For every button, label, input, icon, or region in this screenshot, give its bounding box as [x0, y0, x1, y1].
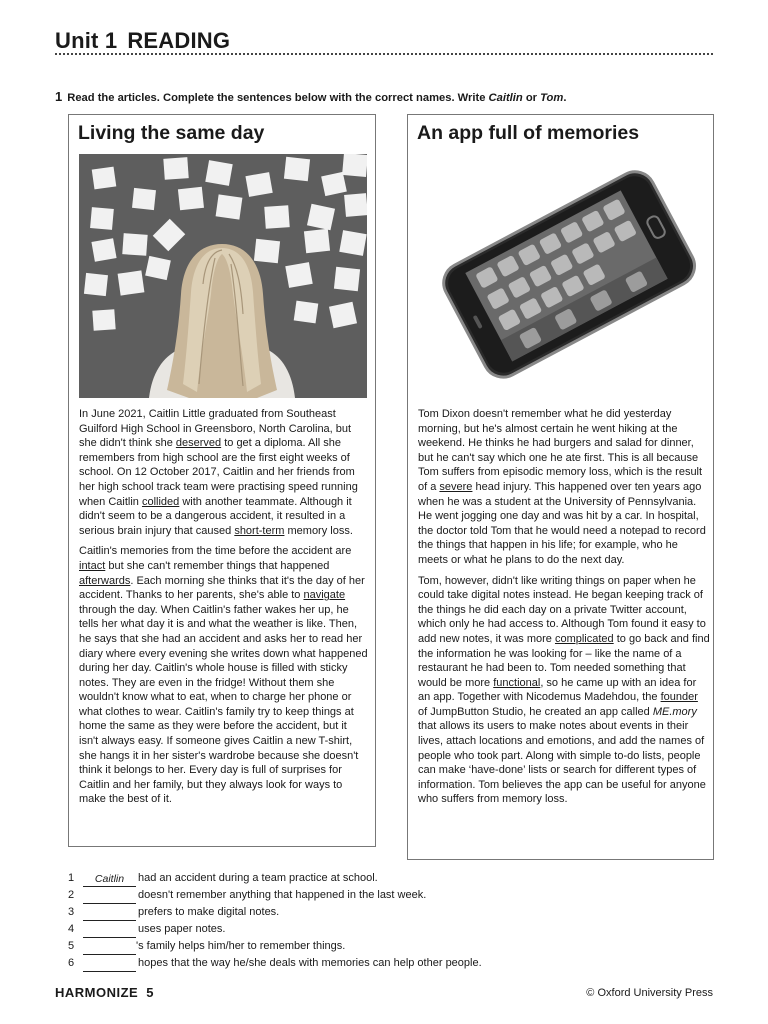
vocab-word: functional: [493, 676, 541, 689]
header-divider: [55, 53, 713, 55]
vocab-word: collided: [141, 495, 180, 508]
copyright: © Oxford University Press: [586, 987, 713, 999]
question-item: [68, 955, 482, 972]
article-left-paragraph-2: Caitlin's memories from the time before the accident are intact but she can't remember things that happened afterwards. Each morning she thinks that it's the day of her accident. Thanks to her parents, she's able to navigate through the day. When Caitlin's father wakes her up, he tells her what day it is and what the weather is like. Then, he says that she had an accident and asks her to read her diary where every evening she writes down what happened during her day. Caitlin's whole house is filled with sticky notes. They are even in the fridge! Without them she wouldn't know what to eat, when to charge her phone or what clothes to wear. Caitlin's family try to keep things at home the same as they were before the accident, but it isn't always easy. If someone gives Caitlin a new T-shirt, she hangs it in her sister's wardrobe because she doesn't think it belongs to her. Every day is full of surprises for Caitlin and her family, but they always look for ways to make the best of it.: [79, 545, 368, 806]
question-item: [68, 921, 482, 938]
question-text: prefers to make digital notes.: [138, 906, 280, 918]
answer-blank[interactable]: [83, 924, 136, 938]
section-title: READING: [127, 28, 231, 53]
article-left-body: [79, 407, 369, 813]
exercise-number: 1: [55, 89, 63, 104]
article-right-paragraph-1: Tom Dixon doesn't remember what he did yesterday morning, but he's almost certain he went hiking at the weekend. He thinks he had burgers and salad for dinner, but he can't say which one he ate first. This is all because Tom suffers from episodic memory loss, which is the result of a severe head injury. This happened over ten years ago when he was a student at the University of Pennsylvania. He went jogging one day and was hit by a car. In hospital, the doctor told Tom that he would need a notepad to record the things that happen in his life; for example, who he meets or what he plans to do the next day.: [418, 408, 706, 566]
page-number: 5: [146, 985, 154, 1000]
article-right: [407, 114, 714, 860]
instruction-text: Read the articles. Complete the sentences below with the correct names. Write: [67, 92, 489, 104]
article-right-title: An app full of memories: [417, 122, 640, 144]
vocab-word: deserved: [175, 437, 222, 450]
article-right-body: [418, 407, 710, 813]
question-number: 6: [68, 957, 75, 969]
unit-number: Unit 1: [55, 28, 118, 53]
smartphone-photo: [418, 154, 706, 398]
instruction-text-mid: or: [522, 92, 541, 104]
answer-blank[interactable]: [83, 907, 136, 921]
question-number: 1: [68, 872, 75, 884]
footer-brand: [55, 985, 154, 1000]
question-text: uses paper notes.: [138, 923, 226, 935]
brand-logo: HARMONIZE: [55, 985, 139, 1000]
vocab-word: afterwards: [79, 574, 131, 587]
unit-title: [55, 28, 230, 54]
question-text: 's family helps him/her to remember things.: [136, 940, 346, 952]
vocab-word: navigate: [303, 589, 346, 602]
question-item: [68, 904, 482, 921]
question-text: had an accident during a team practice at school.: [138, 872, 378, 884]
app-name: ME.mory: [652, 705, 697, 718]
question-list: [68, 870, 482, 972]
vocab-word: complicated: [554, 632, 614, 645]
question-number: 3: [68, 906, 75, 918]
question-text: hopes that the way he/she deals with memories can help other people.: [138, 957, 482, 969]
answer-blank[interactable]: Caitlin: [83, 873, 136, 887]
question-item: [68, 938, 482, 955]
answer-blank[interactable]: [83, 941, 136, 955]
article-left-title: Living the same day: [78, 122, 265, 144]
question-item: [68, 887, 482, 904]
question-number: 5: [68, 940, 75, 952]
article-left-paragraph-1: In June 2021, Caitlin Little graduated from Southeast Guilford High School in Greensboro, North Carolina, but she didn't think she deserved to get a diploma. All she remembers from high school are the first eight weeks of school. On 12 October 2017, Caitlin and her friends from her high school track team were practising speed running when Caitlin collided with another teammate. Although it didn't seem to be a dangerous accident, it resulted in a serious brain injury that caused short-term memory loss.: [79, 408, 358, 537]
vocab-word: severe: [439, 480, 473, 493]
exercise-instruction: [55, 89, 566, 104]
instruction-text-end: .: [563, 92, 567, 104]
sticky-notes-photo: [79, 154, 367, 398]
article-left: [68, 114, 376, 847]
vocab-word: intact: [79, 559, 106, 572]
question-item: [68, 870, 482, 887]
instruction-name-a: Caitlin: [488, 92, 523, 104]
vocab-word: short-term: [234, 524, 285, 537]
question-text: doesn't remember anything that happened in the last week.: [138, 889, 427, 901]
vocab-word: founder: [660, 691, 698, 704]
question-number: 4: [68, 923, 75, 935]
question-number: 2: [68, 889, 75, 901]
answer-blank[interactable]: [83, 890, 136, 904]
instruction-name-b: Tom: [540, 92, 564, 104]
article-right-paragraph-2: Tom, however, didn't like writing things on paper when he could take digital notes instead. He began keeping track of the things he did each day on a private Twitter account, which only he had access to. Although Tom found it easy to add new notes, it was more complicated to go back and find the information he was looking for – like the name of a restaurant he had been to. Tom needed something that would be more functional, so he came up with an idea for an app. Together with Nicodemus Madehdou, the founder of JumpButton Studio, he created an app called ME.mory that allows its users to make notes about events in their lives, attach locations and emotions, and add the names of people who took part. Along with simple to-do lists, people can make ‘have-done’ lists or search for different types of information. Tom believes the app can be useful for anyone who suffers from memory loss.: [418, 574, 710, 806]
answer-blank[interactable]: [83, 958, 136, 972]
